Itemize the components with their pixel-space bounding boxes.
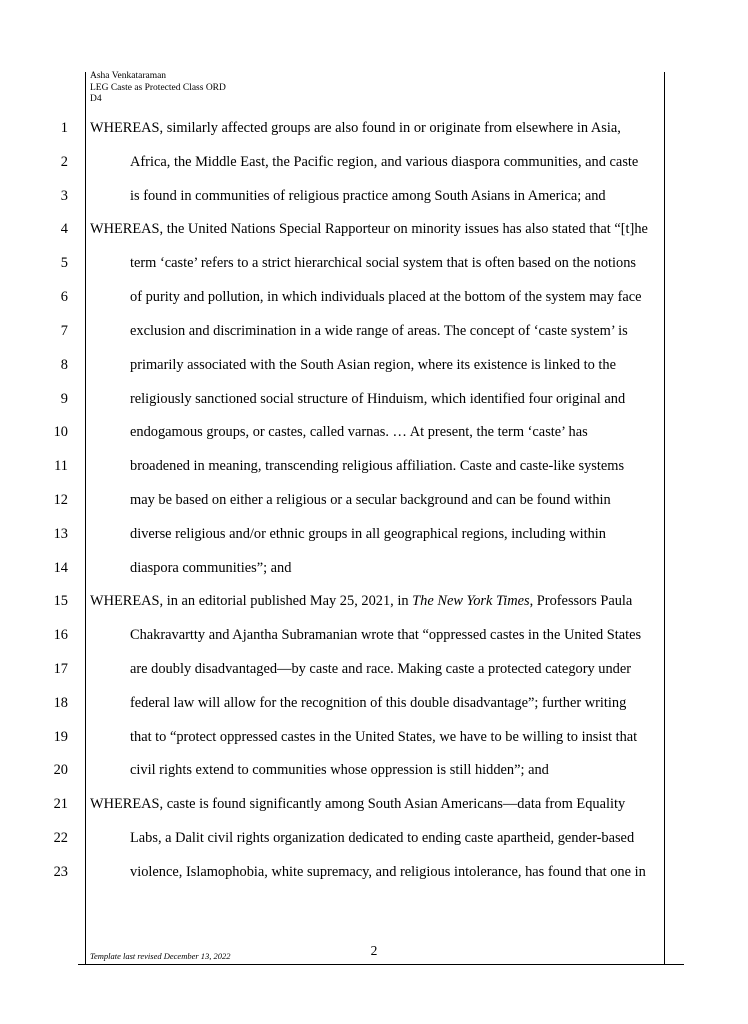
line-row <box>0 559 748 593</box>
line-text <box>130 423 588 442</box>
text-segment: term ‘caste’ refers to a strict hierarchical social system that is often based on the notions <box>130 255 637 272</box>
line-number: 10 <box>53 424 68 441</box>
line-number: 22 <box>53 830 68 847</box>
template-revision-note: Template last revised December 13, 2022 <box>90 951 231 961</box>
line-text <box>90 119 621 138</box>
line-text <box>130 356 616 375</box>
line-text <box>130 829 634 848</box>
line-row <box>0 423 748 457</box>
line-number: 17 <box>53 661 68 677</box>
text-segment: Chakravartty and Ajantha Subramanian wrote that “oppressed castes in the United States <box>130 627 642 644</box>
line-number: 5 <box>60 255 68 272</box>
line-row <box>0 220 748 254</box>
line-row <box>0 829 748 863</box>
line-number: 6 <box>60 289 68 306</box>
page-number: 2 <box>370 943 378 958</box>
line-text <box>130 322 628 341</box>
text-segment: federal law will allow for the recognition of this double disadvantage”; further writing <box>130 694 627 711</box>
line-row <box>0 322 748 356</box>
line-number: 14 <box>53 559 68 576</box>
line-text <box>90 220 648 239</box>
line-number: 9 <box>60 390 68 407</box>
text-segment: WHEREAS, the United Nations Special Rapporteur on minority issues has also stated that “[t]he <box>90 221 648 238</box>
line-row <box>0 525 748 559</box>
header-title-line: LEG Caste as Protected Class ORD <box>90 82 226 93</box>
text-segment: , Professors Paula <box>529 593 633 610</box>
line-text <box>90 795 625 814</box>
text-segment: that to “protect oppressed castes in the United States, we have to be willing to insist that <box>130 728 638 745</box>
line-number: 4 <box>60 221 68 238</box>
line-text <box>130 559 291 578</box>
line-number: 15 <box>53 593 68 610</box>
line-row <box>0 457 748 491</box>
line-text <box>130 254 636 273</box>
text-segment: are doubly disadvantaged—by caste and race. Making caste a protected category under <box>130 661 632 677</box>
text-segment: exclusion and discrimination in a wide range of areas. The concept of ‘caste system’ is <box>130 322 628 339</box>
line-text <box>130 863 646 882</box>
line-number: 13 <box>53 525 68 542</box>
line-row <box>0 694 748 728</box>
text-segment: violence, Islamophobia, white supremacy, and religious intolerance, has found that one in <box>130 863 646 880</box>
line-area <box>0 119 748 897</box>
line-row <box>0 795 748 829</box>
line-text <box>130 491 611 510</box>
line-number: 7 <box>60 322 68 339</box>
line-number: 2 <box>60 153 68 170</box>
line-row <box>0 356 748 390</box>
italic-text-segment: The New York Times <box>412 593 530 610</box>
line-row <box>0 153 748 187</box>
line-text <box>130 728 637 747</box>
line-text <box>130 390 625 409</box>
line-row <box>0 119 748 153</box>
line-text <box>130 626 641 645</box>
text-segment: Labs, a Dalit civil rights organization dedicated to ending caste apartheid, gender-based <box>130 830 635 847</box>
text-segment: WHEREAS, similarly affected groups are also found in or originate from elsewhere in Asia, <box>90 120 621 136</box>
line-number: 23 <box>53 863 68 880</box>
line-number: 8 <box>60 356 68 373</box>
line-number: 19 <box>53 728 68 745</box>
header-district-line: D4 <box>90 94 102 104</box>
line-text <box>130 153 638 172</box>
line-number: 3 <box>60 187 68 204</box>
line-row <box>0 254 748 288</box>
line-number: 12 <box>53 491 68 508</box>
text-segment: religiously sanctioned social structure of Hinduism, which identified four original and <box>130 390 626 407</box>
line-number: 1 <box>60 120 68 136</box>
line-row <box>0 761 748 795</box>
line-row <box>0 660 748 694</box>
line-text <box>130 694 626 713</box>
line-row <box>0 288 748 322</box>
text-segment: diverse religious and/or ethnic groups in all geographical regions, including within <box>130 525 606 542</box>
line-number: 20 <box>53 762 68 779</box>
line-text <box>130 525 606 544</box>
line-row <box>0 863 748 897</box>
text-segment: may be based on either a religious or a secular background and can be found within <box>130 491 611 508</box>
line-text <box>130 288 642 307</box>
line-text <box>130 457 624 476</box>
text-segment: WHEREAS, caste is found significantly among South Asian Americans—data from Equality <box>90 796 626 813</box>
line-number: 16 <box>53 627 68 644</box>
line-text <box>90 592 632 611</box>
line-number: 18 <box>53 694 68 711</box>
text-segment: civil rights extend to communities whose oppression is still hidden”; and <box>130 762 549 779</box>
line-row <box>0 491 748 525</box>
line-number: 11 <box>54 458 68 475</box>
line-text <box>130 761 549 780</box>
text-segment: Africa, the Middle East, the Pacific region, and various diaspora communities, and caste <box>130 153 639 170</box>
line-number: 21 <box>53 796 68 813</box>
text-segment: is found in communities of religious practice among South Asians in America; and <box>130 187 606 204</box>
line-row <box>0 626 748 660</box>
text-segment: broadened in meaning, transcending religious affiliation. Caste and caste-like systems <box>130 458 625 475</box>
header-author-line: Asha Venkataraman <box>90 71 167 81</box>
line-row <box>0 187 748 221</box>
line-row <box>0 390 748 424</box>
line-row <box>0 592 748 626</box>
footer-divider-rule <box>78 964 684 965</box>
text-segment: primarily associated with the South Asian region, where its existence is linked to the <box>130 356 616 373</box>
line-text <box>130 187 606 206</box>
text-segment: diaspora communities”; and <box>130 559 292 576</box>
text-segment: WHEREAS, in an editorial published May 25, 2021, in <box>90 593 413 610</box>
text-segment: endogamous groups, or castes, called varnas. … At present, the term ‘caste’ has <box>130 424 588 441</box>
line-row <box>0 728 748 762</box>
line-text <box>130 660 631 679</box>
document-header <box>90 71 226 106</box>
text-segment: of purity and pollution, in which individuals placed at the bottom of the system may face <box>130 289 642 306</box>
